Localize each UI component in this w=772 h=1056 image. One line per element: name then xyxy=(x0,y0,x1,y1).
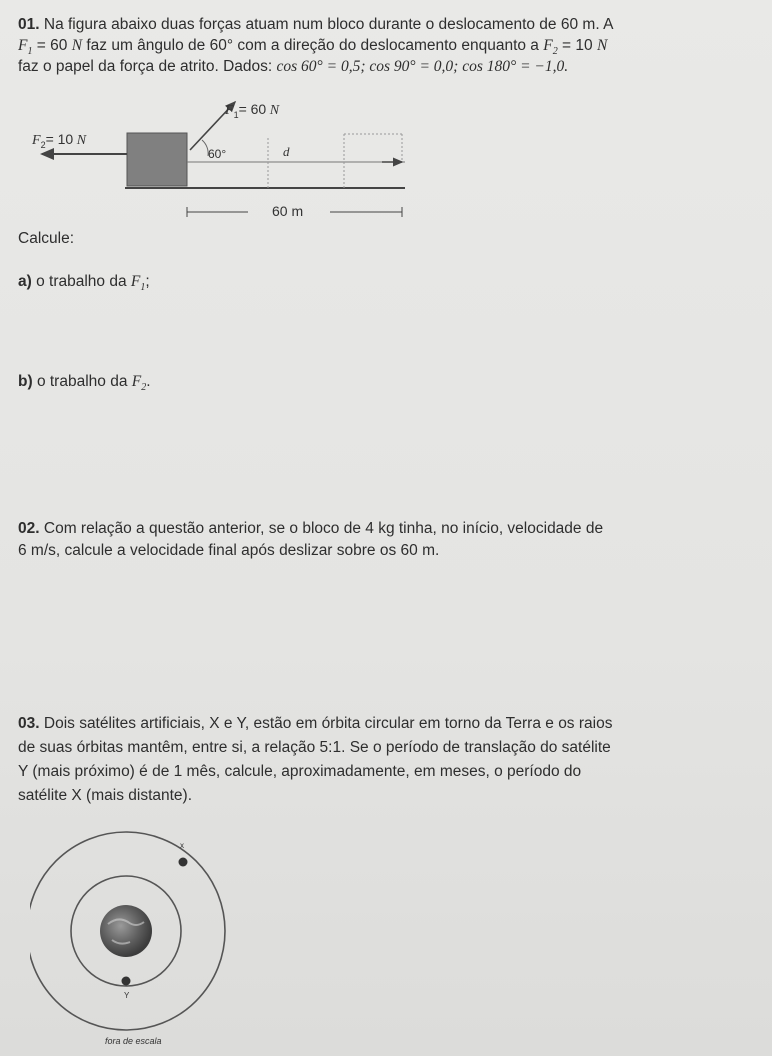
q1-text-line2b: faz um ângulo de 60° com a direção do deslocamento enquanto a xyxy=(86,37,539,54)
f2-label: $F_2= 10$ N xyxy=(32,131,87,150)
q2-text-line1: Com relação a questão anterior, se o bloco de 4 kg tinha, no início, velocidade de xyxy=(43,520,604,537)
orbit-diagram xyxy=(30,828,240,1054)
q1-line1 xyxy=(18,14,613,35)
f2-symbol: $F_2$ xyxy=(131,373,147,394)
item-a-text: o trabalho da xyxy=(36,273,127,290)
unit-n: N xyxy=(596,37,608,54)
item-b-text: o trabalho da xyxy=(36,373,128,390)
force-diagram xyxy=(30,92,420,222)
q1-text-line1: Na figura abaixo duas forças atuam num bloco durante o deslocamento de 60 m. A xyxy=(43,16,614,33)
item-a-prefix: a) xyxy=(18,273,32,290)
q3-line4: satélite X (mais distante). xyxy=(18,787,193,804)
unit-n: N xyxy=(71,37,83,54)
angle-label: 60° xyxy=(208,147,227,161)
q3-text-line1: Dois satélites artificiais, X e Y, estão em órbita circular em torno da Terra e os raios xyxy=(43,715,613,732)
satellite-x xyxy=(179,858,188,867)
calcule-label: Calcule: xyxy=(18,230,74,247)
q1-item-b: b) o trabalho da $F_2$. xyxy=(18,373,151,394)
q2-number: 02. xyxy=(18,520,40,537)
q3-number: 03. xyxy=(18,715,40,732)
q3-line3: Y (mais próximo) é de 1 mês, calcule, aproximadamente, em meses, o período do xyxy=(18,763,582,780)
scale-caption: fora de escala xyxy=(105,1036,162,1046)
q1-text-line3a: faz o papel da força de atrito. Dados: xyxy=(18,58,273,75)
q1-text-line2c: = 10 xyxy=(562,37,593,54)
satellite-y xyxy=(122,977,131,986)
q3-line2: de suas órbitas mantêm, entre si, a relação 5:1. Se o período de translação do satélite xyxy=(18,739,611,756)
q1-cos-data: cos 60° = 0,5; cos 90° = 0,0; cos 180° = −1,0. xyxy=(276,58,569,75)
block xyxy=(127,133,187,186)
f1-symbol: $F_1$ xyxy=(130,273,146,294)
q1-number: 01. xyxy=(18,16,40,33)
f1-symbol: $F_1$ xyxy=(18,37,33,58)
earth xyxy=(100,905,152,957)
distance-label: 60 m xyxy=(272,203,304,219)
q2-line1 xyxy=(18,518,603,539)
q1-item-a: a) o trabalho da $F_1$; xyxy=(18,273,150,294)
q1-text-line2a: = 60 xyxy=(36,37,68,54)
q3-line1 xyxy=(18,713,612,734)
d-label: d xyxy=(283,144,290,159)
f2-symbol: $F_2$ xyxy=(543,37,558,58)
item-b-prefix: b) xyxy=(18,373,33,390)
satellite-x-label: x xyxy=(180,841,184,850)
satellite-y-label: Y xyxy=(124,991,130,1000)
q2-line2: 6 m/s, calcule a velocidade final após deslizar sobre os 60 m. xyxy=(18,542,440,559)
q1-line3 xyxy=(18,56,568,77)
f1-label: $F_1= 60$ N xyxy=(225,101,280,120)
